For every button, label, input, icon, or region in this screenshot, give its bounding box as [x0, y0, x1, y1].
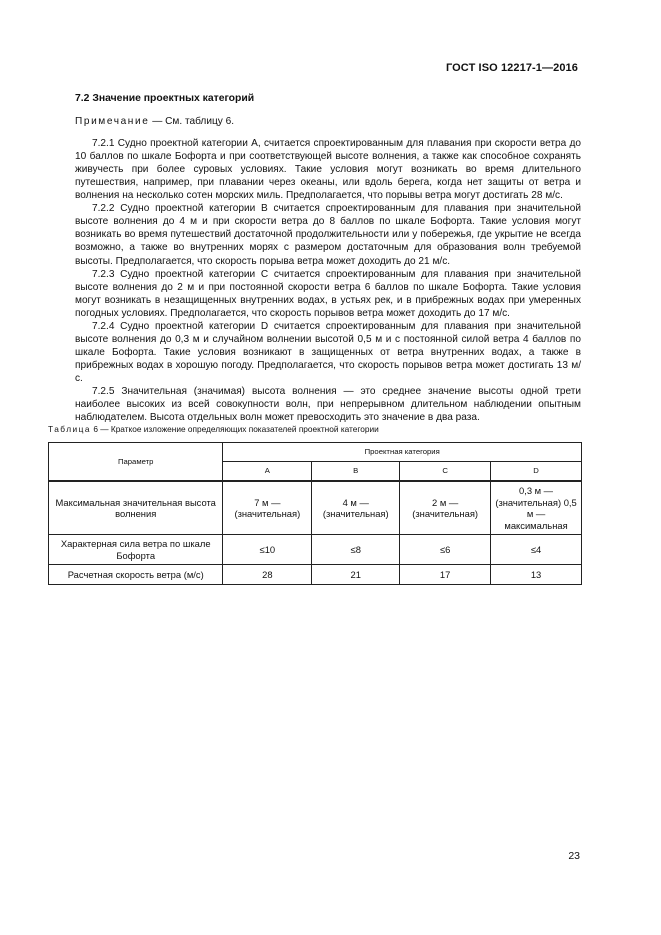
main-content: [75, 92, 581, 424]
note-label: Примечание: [75, 116, 150, 128]
table-caption: [48, 424, 379, 434]
note-text: — См. таблицу 6.: [149, 116, 235, 128]
table-cell: ≤8: [312, 535, 400, 565]
note: [75, 115, 581, 128]
table-row: [49, 481, 582, 535]
table-cell: 17: [400, 565, 491, 585]
paragraph-7-2-2: 7.2.2 Судно проектной категории В считается спроектированным для плавания при значительной высоте волнения до 4 м и при скорости ветра до 8 баллов по шкале Бофорта. Такие условия могут возникать во время путешествий достаточной продолжительности или у побережья, где укрытие не всегда возможно, а также во внутренних морях с размером достаточным для образования волн требуемой высоты. Предполагается, что скорость порыва ветра может доходить до 21 м/с.: [75, 203, 581, 267]
document-id: ГОСТ ISO 12217-1—2016: [445, 62, 578, 74]
table-cell: ≤6: [400, 535, 491, 565]
section-title: 7.2 Значение проектных категорий: [75, 93, 255, 104]
paragraph-7-2-1: 7.2.1 Судно проектной категории А, считается спроектированным для плавания при скорости ветра до 10 баллов по шкале Бофорта и при соответствующей высоте волнения, а также как способное сохранять живучесть при более суровых условиях. Такие условия могут возникать во время длительного путешествия, например, при плавании через океаны, или вдоль берега, когда нет защиты от ветра и волнения на несколько сотен морских миль. Предполагается, что порывы ветра могут достигать 28 м/с.: [75, 138, 581, 202]
table-cell: 2 м — (значительная): [400, 481, 491, 535]
category-header-a: A: [223, 462, 312, 482]
category-group-header: Проектная категория: [223, 443, 582, 462]
design-category-table: [48, 442, 582, 585]
row-param: Максимальная значительная высота волнения: [49, 481, 223, 535]
table-cell: 28: [223, 565, 312, 585]
table-header-row: [49, 443, 582, 462]
paragraph-7-2-3: 7.2.3 Судно проектной категории С считается спроектированным для плавания при значительной высоте волнения до 2 м и при постоянной скорости ветра 6 баллов по шкале Бофорта. Такие условия могут возникать в незащищенных внутренних водах, в устьях рек, и в прибрежных водах при умеренных погодных условиях. Предполагается, что скорость порывов ветра может доходить до 17 м/с.: [75, 268, 581, 319]
table-row: [49, 565, 582, 585]
paragraph-7-2-4: 7.2.4 Судно проектной категории D считается спроектированным для плавания при значительной высоте волнения до 0,3 м и случайном волнении высотой 0,5 м и с постоянной силой ветра 4 баллов по шкале Бофорта. Такие условия возникают в защищенных от ветра внутренних водах, а также в прибрежных водах в хорошую погоду. Предполагается, что скорость порывов ветра может достигать 13 м/с.: [75, 320, 581, 384]
paragraph-7-2-5: 7.2.5 Значительная (значимая) высота волнения — это среднее значение высоты одной трети наиболее высоких из всей совокупности волн, при непрерывном длительном наблюдении опытным наблюдателем. Высота отдельных волн может превосходить это значение в два раза.: [75, 385, 581, 424]
row-param: Характерная сила ветра по шкале Бофорта: [49, 535, 223, 565]
table-caption-label: Таблица: [48, 424, 92, 434]
category-header-c: C: [400, 462, 491, 482]
table-cell: 7 м — (значительная): [223, 481, 312, 535]
table-cell: 21: [312, 565, 400, 585]
category-header-d: D: [491, 462, 582, 482]
category-header-b: B: [312, 462, 400, 482]
row-param: Расчетная скорость ветра (м/с): [49, 565, 223, 585]
param-header: Параметр: [49, 443, 223, 482]
table-cell: 4 м — (значительная): [312, 481, 400, 535]
table-caption-text: 6 — Краткое изложение определяющих показателей проектной категории: [91, 424, 379, 434]
table-cell: 13: [491, 565, 582, 585]
table-cell: ≤10: [223, 535, 312, 565]
table-cell: ≤4: [491, 535, 582, 565]
table-cell: 0,3 м — (значительная) 0,5 м — максимальная: [491, 481, 582, 535]
page-number: 23: [568, 850, 580, 862]
table-row: [49, 535, 582, 565]
